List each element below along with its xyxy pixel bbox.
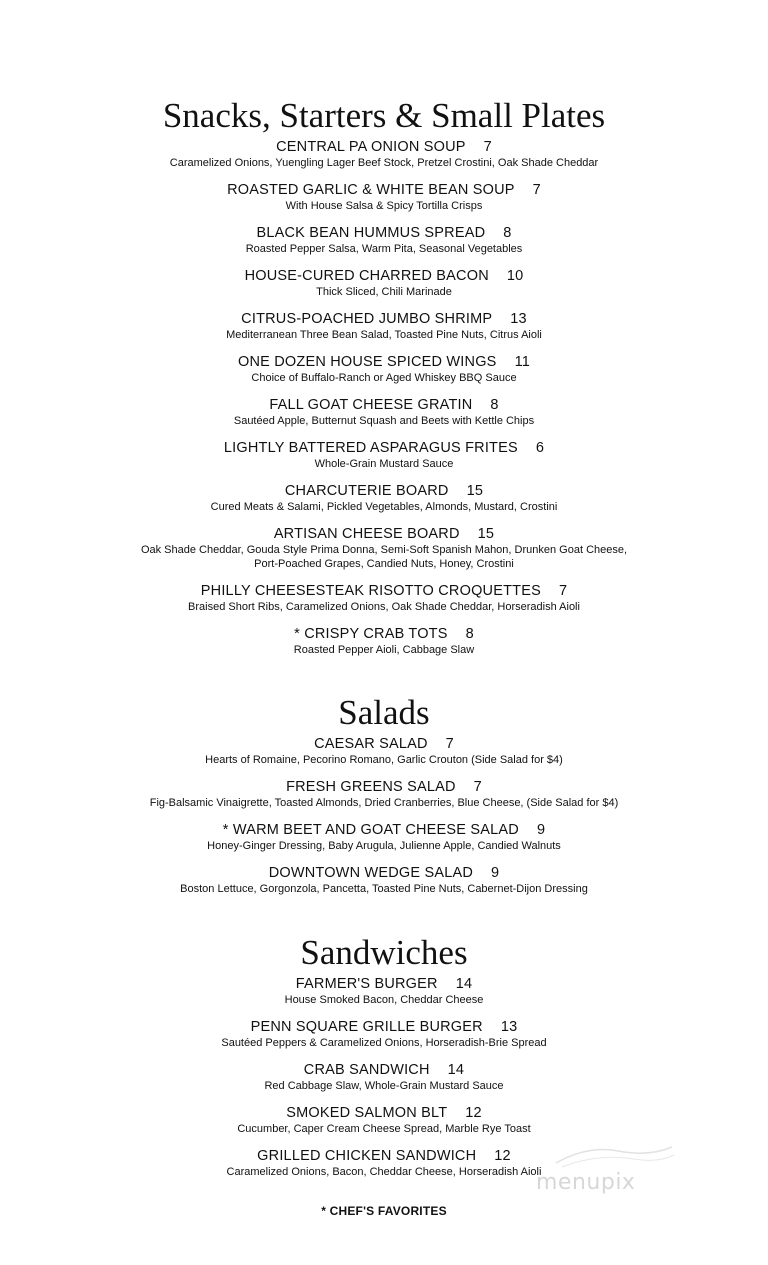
item-name: PHILLY CHEESESTEAK RISOTTO CROQUETTES (200, 583, 541, 599)
menu-item (0, 310, 768, 342)
chefs-favorites-note: * CHEF'S FAVORITES (321, 1204, 447, 1218)
item-name: CAESAR SALAD (314, 736, 428, 752)
item-price: 9 (536, 822, 546, 838)
menu-item (0, 482, 768, 514)
item-name: BLACK BEAN HUMMUS SPREAD (256, 225, 486, 241)
menu-item (0, 439, 768, 471)
item-name: CENTRAL PA ONION SOUP (276, 139, 466, 155)
item-name: LIGHTLY BATTERED ASPARAGUS FRITES (223, 440, 518, 456)
item-description: Hearts of Romaine, Pecorino Romano, Garlic Crouton (Side Salad for $4) (205, 754, 563, 766)
menu-item (0, 1018, 768, 1050)
menupix-watermark: menupix (536, 1170, 636, 1195)
item-description: Boston Lettuce, Gorgonzola, Pancetta, Toasted Pine Nuts, Cabernet-Dijon Dressing (180, 883, 588, 895)
item-price: 11 (514, 354, 531, 370)
item-description: Roasted Pepper Salsa, Warm Pita, Seasonal Vegetables (245, 243, 523, 255)
item-description: Red Cabbage Slaw, Whole-Grain Mustard Sauce (264, 1080, 504, 1092)
item-price: 12 (494, 1148, 511, 1164)
item-price: 14 (455, 976, 473, 992)
menu-item (0, 735, 768, 767)
item-name: SMOKED SALMON BLT (286, 1105, 448, 1121)
item-price: 7 (445, 736, 454, 752)
item-name: DOWNTOWN WEDGE SALAD (268, 865, 474, 881)
menu-item (0, 975, 768, 1007)
menu-item (0, 582, 768, 614)
section-title-sandwiches: Sandwiches (300, 933, 468, 972)
menu-item (0, 778, 768, 810)
item-name: ONE DOZEN HOUSE SPICED WINGS (237, 354, 497, 370)
item-name: * WARM BEET AND GOAT CHEESE SALAD (222, 822, 519, 838)
item-name: * CRISPY CRAB TOTS (294, 626, 448, 642)
item-description: Caramelized Onions, Yuengling Lager Beef Stock, Pretzel Crostini, Oak Shade Cheddar (169, 157, 599, 169)
menu-item (0, 396, 768, 428)
item-description: Cucumber, Caper Cream Cheese Spread, Marble Rye Toast (237, 1123, 531, 1135)
item-description: Port-Poached Grapes, Candied Nuts, Honey, Crostini (254, 558, 514, 570)
item-description: Braised Short Ribs, Caramelized Onions, Oak Shade Cheddar, Horseradish Aioli (188, 601, 580, 613)
item-name: FRESH GREENS SALAD (286, 779, 456, 795)
item-name: PENN SQUARE GRILLE BURGER (250, 1019, 483, 1035)
item-price: 14 (447, 1062, 465, 1078)
item-price: 7 (532, 182, 541, 198)
item-price: 13 (500, 1019, 518, 1035)
section-title-salads: Salads (338, 693, 430, 732)
menu-item (0, 821, 768, 853)
item-price: 8 (503, 225, 512, 241)
item-price: 15 (477, 526, 495, 542)
menu-item (0, 267, 768, 299)
item-description: Caramelized Onions, Bacon, Cheddar Cheese, Horseradish Aioli (226, 1166, 542, 1178)
item-description: Sautéed Apple, Butternut Squash and Beets with Kettle Chips (233, 415, 535, 427)
item-name: HOUSE-CURED CHARRED BACON (244, 268, 489, 284)
item-description: Fig-Balsamic Vinaigrette, Toasted Almonds, Dried Cranberries, Blue Cheese, (Side Salad for $4) (149, 797, 619, 809)
item-price: 7 (473, 779, 482, 795)
item-price: 6 (535, 440, 545, 456)
item-price: 9 (491, 865, 500, 881)
item-price: 13 (510, 311, 527, 327)
menupix-logo-icon (548, 1143, 678, 1171)
menu-item (0, 864, 768, 896)
menu-item (0, 625, 768, 657)
menu-item (0, 1061, 768, 1093)
item-name: FALL GOAT CHEESE GRATIN (269, 397, 473, 413)
section-title-snacks: Snacks, Starters & Small Plates (162, 96, 606, 135)
item-price: 8 (465, 626, 474, 642)
item-description: Roasted Pepper Aioli, Cabbage Slaw (293, 644, 475, 656)
menu-item (0, 181, 768, 213)
item-name: CHARCUTERIE BOARD (284, 483, 449, 499)
menu-item (0, 1104, 768, 1136)
item-name: FARMER'S BURGER (295, 976, 438, 992)
item-price: 7 (558, 583, 568, 599)
item-price: 7 (483, 139, 492, 155)
item-description: Sautéed Peppers & Caramelized Onions, Horseradish-Brie Spread (221, 1037, 547, 1049)
menu-item (0, 353, 768, 385)
item-name: GRILLED CHICKEN SANDWICH (257, 1148, 477, 1164)
item-description: Oak Shade Cheddar, Gouda Style Prima Donna, Semi-Soft Spanish Mahon, Drunken Goat Cheese, (140, 544, 628, 556)
item-price: 15 (466, 483, 484, 499)
item-description: Thick Sliced, Chili Marinade (316, 286, 452, 298)
item-description: Whole-Grain Mustard Sauce (314, 458, 454, 470)
menu-item (0, 138, 768, 170)
menu-item (0, 525, 768, 571)
item-price: 10 (506, 268, 524, 284)
item-description: Choice of Buffalo-Ranch or Aged Whiskey BBQ Sauce (251, 372, 517, 384)
item-description: House Smoked Bacon, Cheddar Cheese (284, 994, 484, 1006)
item-description: Mediterranean Three Bean Salad, Toasted Pine Nuts, Citrus Aioli (226, 329, 542, 341)
item-name: CITRUS-POACHED JUMBO SHRIMP (241, 311, 493, 327)
item-description: Cured Meats & Salami, Pickled Vegetables, Almonds, Mustard, Crostini (210, 501, 558, 513)
item-price: 8 (490, 397, 499, 413)
item-name: ROASTED GARLIC & WHITE BEAN SOUP (227, 182, 515, 198)
menu-item (0, 224, 768, 256)
item-description: With House Salsa & Spicy Tortilla Crisps (285, 200, 483, 212)
item-description: Honey-Ginger Dressing, Baby Arugula, Julienne Apple, Candied Walnuts (207, 840, 561, 852)
item-name: ARTISAN CHEESE BOARD (273, 526, 460, 542)
item-name: CRAB SANDWICH (303, 1062, 430, 1078)
item-price: 12 (465, 1105, 482, 1121)
